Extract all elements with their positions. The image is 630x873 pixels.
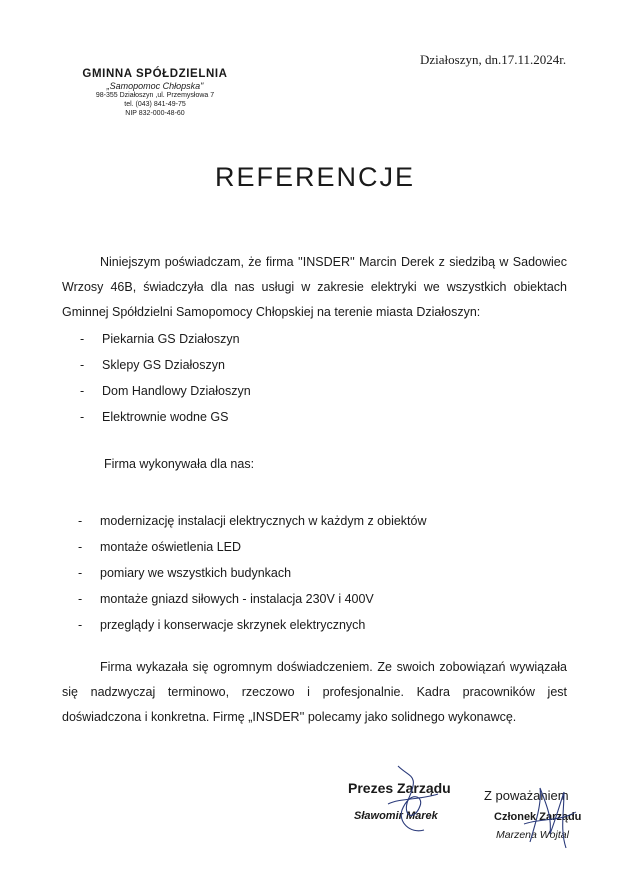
services-list xyxy=(78,508,427,638)
list-dash: - xyxy=(78,592,83,606)
list-dash: - xyxy=(80,332,85,346)
list-item xyxy=(80,378,251,404)
stamp-company-name: GMINNA SPÓŁDZIELNIA xyxy=(82,68,228,80)
signature-role: Prezes Zarządu xyxy=(348,780,451,796)
signature-greeting: Z poważaniem xyxy=(484,788,569,803)
list-item xyxy=(80,404,251,430)
signature-person: Sławomir Marek xyxy=(354,810,438,822)
list-item xyxy=(80,326,251,352)
list-item xyxy=(78,612,427,638)
list-item xyxy=(78,534,427,560)
list-dash: - xyxy=(78,618,83,632)
signature-block-president xyxy=(348,780,451,822)
list-item xyxy=(78,560,427,586)
service-name: montaże gniazd siłowych - instalacja 230V i 400V xyxy=(100,592,374,606)
service-name: montaże oświetlenia LED xyxy=(100,540,242,554)
objects-list xyxy=(80,326,251,430)
list-dash: - xyxy=(80,410,85,424)
document-title: REFERENCJE xyxy=(214,162,416,192)
object-name: Piekarnia GS Działoszyn xyxy=(102,332,240,346)
object-name: Dom Handlowy Działoszyn xyxy=(102,384,251,398)
list-item xyxy=(78,586,427,612)
service-name: przeglądy i konserwacje skrzynek elektrycznych xyxy=(100,618,366,632)
service-name: pomiary we wszystkich budynkach xyxy=(100,566,292,580)
object-name: Sklepy GS Działoszyn xyxy=(102,358,225,372)
list-dash: - xyxy=(78,540,83,554)
list-item xyxy=(80,352,251,378)
closing-paragraph xyxy=(62,655,567,730)
stamp-address: 98-355 Działoszyn ,ul. Przemysłowa 7 xyxy=(95,92,215,99)
intro-paragraph xyxy=(62,250,567,325)
list-dash: - xyxy=(78,514,83,528)
signature-block-board-member xyxy=(484,788,581,841)
stamp-nip: NIP 832-000-48-60 xyxy=(125,110,185,117)
list-dash: - xyxy=(80,384,85,398)
document-date: Działoszyn, dn.17.11.2024r. xyxy=(420,52,567,67)
service-name: modernizację instalacji elektrycznych w każdym z obiektów xyxy=(100,514,427,528)
list-dash: - xyxy=(78,566,83,580)
company-stamp xyxy=(80,68,230,118)
services-heading: Firma wykonywała dla nas: xyxy=(104,457,255,471)
stamp-company-subtitle: „Samopomoc Chłopska" xyxy=(106,81,204,91)
list-item xyxy=(78,508,427,534)
intro-text: Niniejszym poświadczam, że firma ''INSDER'' Marcin Derek z siedzibą w Sadowiec Wrzosy 46B, świadczyła dla nas usługi w zakresie elektryki we wszystkich obiektach Gminnej Spółdzielni Samopomocy Chłopskiej na terenie miasta Działoszyn: xyxy=(62,255,567,319)
object-name: Elektrownie wodne GS xyxy=(102,410,229,424)
signature-person: Marzena Wojtal xyxy=(496,829,569,841)
signature-role: Członek Zarządu xyxy=(494,811,582,823)
stamp-phone: tel. (043) 841-49-75 xyxy=(124,101,186,108)
list-dash: - xyxy=(80,358,85,372)
closing-text: Firma wykazała się ogromnym doświadczeniem. Ze swoich zobowiązań wywiązała się nadzwyczaj terminowo, rzeczowo i profesjonalnie. Kadra pracowników jest doświadczona i konkretna. Firmę „INSDER'' polecamy jako solidnego wykonawcę. xyxy=(62,660,567,724)
